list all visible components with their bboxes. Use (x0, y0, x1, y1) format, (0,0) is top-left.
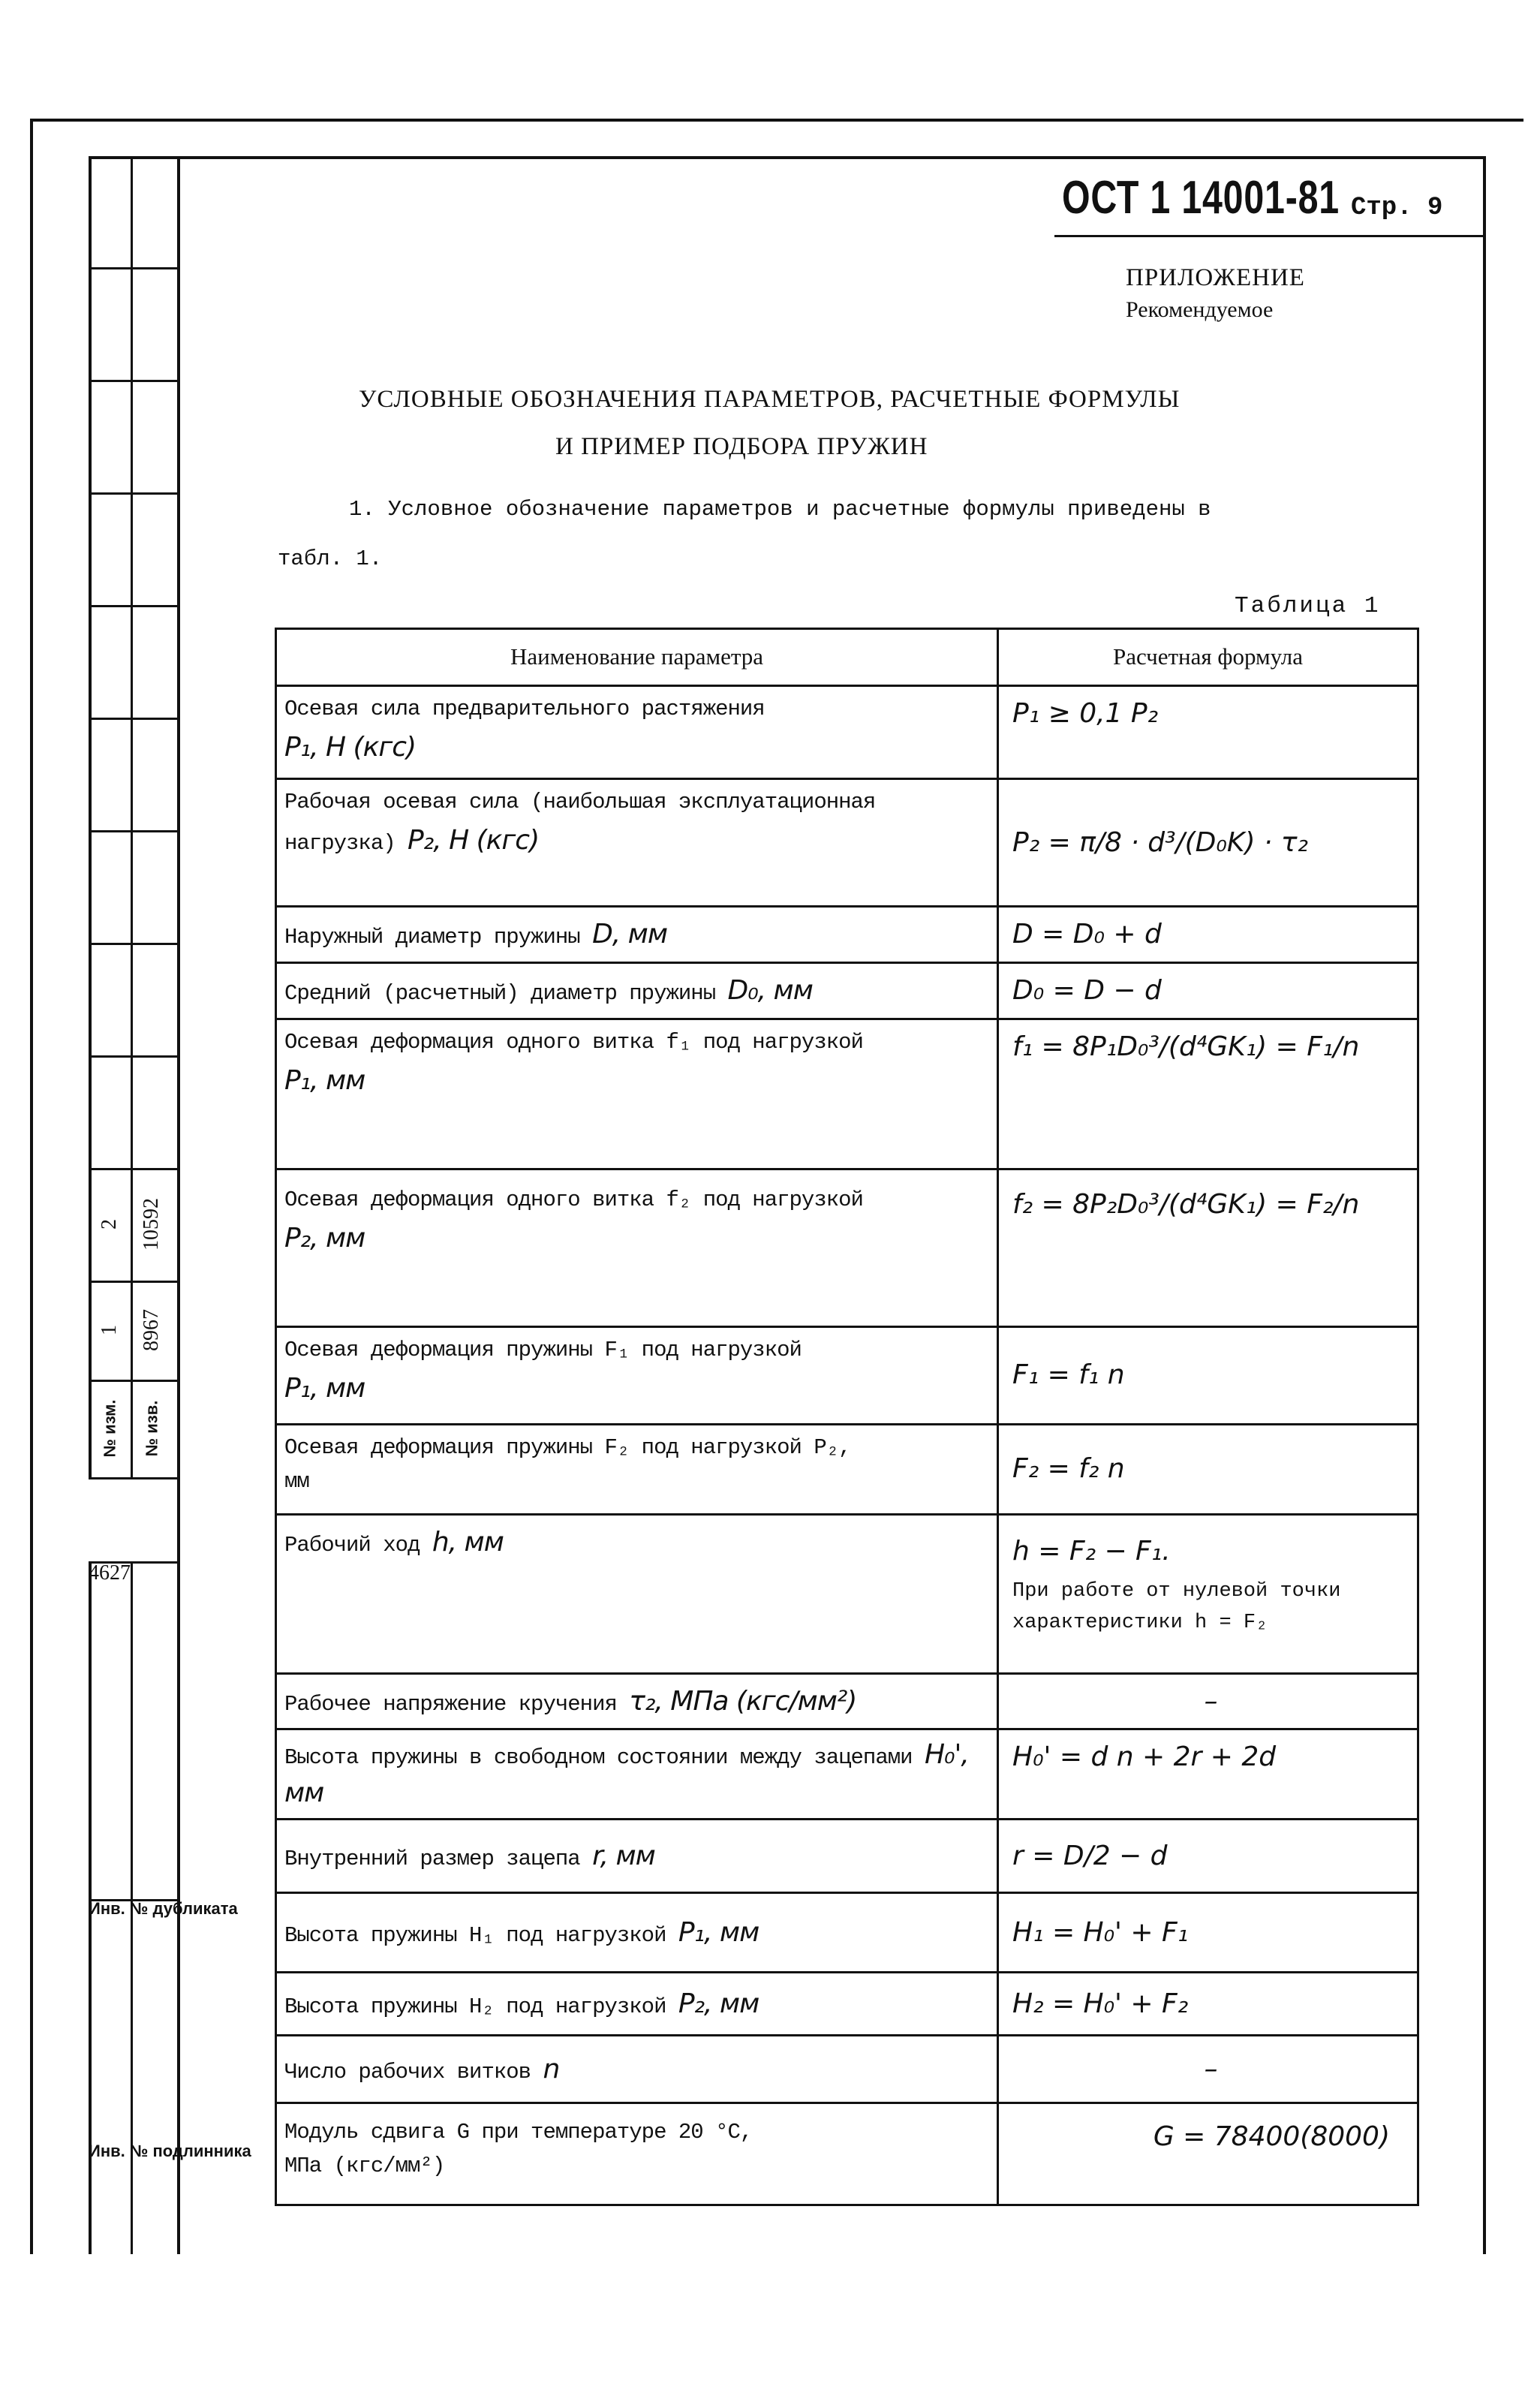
param-formula: F₁ = f₁ n (998, 1326, 1418, 1424)
table-label: Таблица 1 (1235, 593, 1381, 619)
inv-duplicate-label: Инв. № дубликата (89, 1899, 238, 1918)
param-name: Рабочий ход (284, 1532, 420, 1558)
change-no-2: 2 (98, 1219, 121, 1230)
param-formula: h = F₂ − F₁. (1012, 1535, 1171, 1567)
intro-paragraph-line2: табл. 1. (278, 546, 383, 571)
param-formula: P₁ ≥ 0,1 P₂ (998, 686, 1418, 779)
param-symbol: τ₂, МПа (кгс/мм²) (629, 1685, 857, 1717)
table-row (276, 1893, 1418, 1973)
table-row (276, 907, 1418, 963)
notice-no-2: 10592 (140, 1198, 163, 1251)
param-symbol: мм (284, 1468, 309, 1494)
param-symbol: r, мм (592, 1840, 655, 1871)
param-symbol: P₁, Н (кгс) (284, 731, 417, 763)
param-name: Высота пружины в свободном состоянии между зацепами (284, 1745, 913, 1771)
section-title-line2: И ПРИМЕР ПОДБОРА ПРУЖИН (555, 433, 928, 460)
param-formula: P₂ = π/8 · d³/(D₀K) · τ₂ (998, 779, 1418, 907)
param-formula: H₂ = H₀' + F₂ (998, 1973, 1418, 2036)
table-row (276, 1019, 1418, 1169)
param-symbol: P₂, мм (678, 1988, 759, 2019)
param-symbol: P₂, мм (284, 1222, 365, 1254)
param-name: Рабочая осевая сила (наибольшая эксплуатационная нагрузка) (284, 790, 876, 856)
param-name: Наружный диаметр пружины (284, 925, 580, 950)
param-symbol: МПа (кгс/мм²) (284, 2154, 445, 2179)
change-no-label: № изм. (100, 1399, 119, 1458)
param-formula: f₂ = 8P₂D₀³/(d⁴GK₁) = F₂/n (998, 1169, 1418, 1326)
param-symbol: h, мм (432, 1526, 504, 1558)
table-row (276, 1820, 1418, 1893)
param-name: Модуль сдвига G при температуре 20 °С, (284, 2120, 753, 2145)
table-row (276, 1424, 1418, 1514)
param-symbol: P₁, мм (678, 1916, 759, 1948)
inner-frame-right (1483, 156, 1486, 2254)
param-formula: D = D₀ + d (998, 907, 1418, 963)
param-name: Осевая деформация одного витка f₁ под нагрузкой (284, 1029, 863, 1055)
inventory-stamp (89, 1561, 251, 2254)
param-formula: F₂ = f₂ n (998, 1424, 1418, 1514)
param-formula: H₁ = H₀' + F₁ (998, 1893, 1418, 1973)
parameters-table (275, 628, 1419, 2206)
table-row (276, 1673, 1418, 1729)
page-number: Стр. 9 (1351, 194, 1443, 222)
param-symbol: D₀, мм (727, 974, 813, 1006)
param-symbol: H₀', мм (284, 1739, 969, 1808)
inner-frame-left (177, 156, 180, 2254)
table-row (276, 779, 1418, 907)
param-name: Высота пружины H₂ под нагрузкой (284, 1994, 666, 2019)
param-symbol: D, мм (592, 919, 668, 950)
section-title-line1: УСЛОВНЫЕ ОБОЗНАЧЕНИЯ ПАРАМЕТРОВ, РАСЧЕТНЫЕ ФОРМУЛЫ (359, 386, 1181, 413)
change-record-stamp (89, 156, 177, 1477)
param-symbol: P₁, мм (284, 1064, 365, 1096)
param-formula: f₁ = 8P₁D₀³/(d⁴GK₁) = F₁/n (998, 1019, 1418, 1169)
table-row (276, 1729, 1418, 1820)
param-formula: G = 78400(8000) (998, 2103, 1418, 2205)
table-header-row (276, 629, 1418, 686)
table-row (276, 1973, 1418, 2036)
change-no-1: 1 (98, 1325, 121, 1335)
appendix-label: ПРИЛОЖЕНИЕ (1126, 264, 1305, 291)
table-row (276, 1514, 1418, 1673)
param-symbol: P₁, мм (284, 1372, 365, 1404)
table-row (276, 1169, 1418, 1326)
inv-original-value: 4627 (89, 1561, 131, 1585)
param-name: Средний (расчетный) диаметр пружины (284, 980, 716, 1006)
table-row (276, 2036, 1418, 2103)
param-formula-note: При работе от нулевой точки характеристики h = F₂ (1012, 1580, 1341, 1635)
param-symbol: P₂, Н (кгс) (408, 824, 540, 856)
param-formula: D₀ = D − d (998, 962, 1418, 1019)
param-name: Осевая деформация пружины F₁ под нагрузкой (284, 1337, 802, 1362)
param-name: Рабочее напряжение кручения (284, 1691, 617, 1717)
inner-frame-top (89, 156, 1486, 159)
param-name: Внутренний размер зацепа (284, 1846, 580, 1871)
param-formula: – (998, 1673, 1418, 1729)
inv-original-label: Инв. № подлинника (89, 2142, 251, 2160)
page-frame-left (30, 119, 33, 2254)
notice-no-1: 8967 (140, 1309, 163, 1351)
param-formula: – (998, 2036, 1418, 2103)
param-name: Осевая деформация одного витка f₂ под нагрузкой (284, 1187, 863, 1212)
standard-number: ОСТ 1 14001-81 (1062, 172, 1340, 224)
table-row (276, 686, 1418, 779)
table-row (276, 962, 1418, 1019)
table-row (276, 1326, 1418, 1424)
table-row (276, 2103, 1418, 2205)
notice-no-label: № изв. (142, 1400, 161, 1457)
param-name: Осевая деформация пружины F₂ под нагрузкой P₂, (284, 1434, 851, 1460)
header-underline (1054, 235, 1484, 237)
column-header-formula: Расчетная формула (998, 629, 1418, 686)
param-name: Осевая сила предварительного растяжения (284, 697, 765, 721)
intro-paragraph-line1: 1. Условное обозначение параметров и расчетные формулы приведены в (349, 497, 1211, 522)
column-header-parameter: Наименование параметра (276, 629, 998, 686)
param-name: Высота пружины H₁ под нагрузкой (284, 1922, 666, 1948)
param-formula: r = D/2 − d (998, 1820, 1418, 1893)
param-name: Число рабочих витков (284, 2059, 531, 2084)
appendix-status: Рекомендуемое (1126, 297, 1274, 322)
param-formula: H₀' = d n + 2r + 2d (998, 1729, 1418, 1820)
param-symbol: n (543, 2053, 560, 2084)
page-frame-top (30, 119, 1523, 122)
